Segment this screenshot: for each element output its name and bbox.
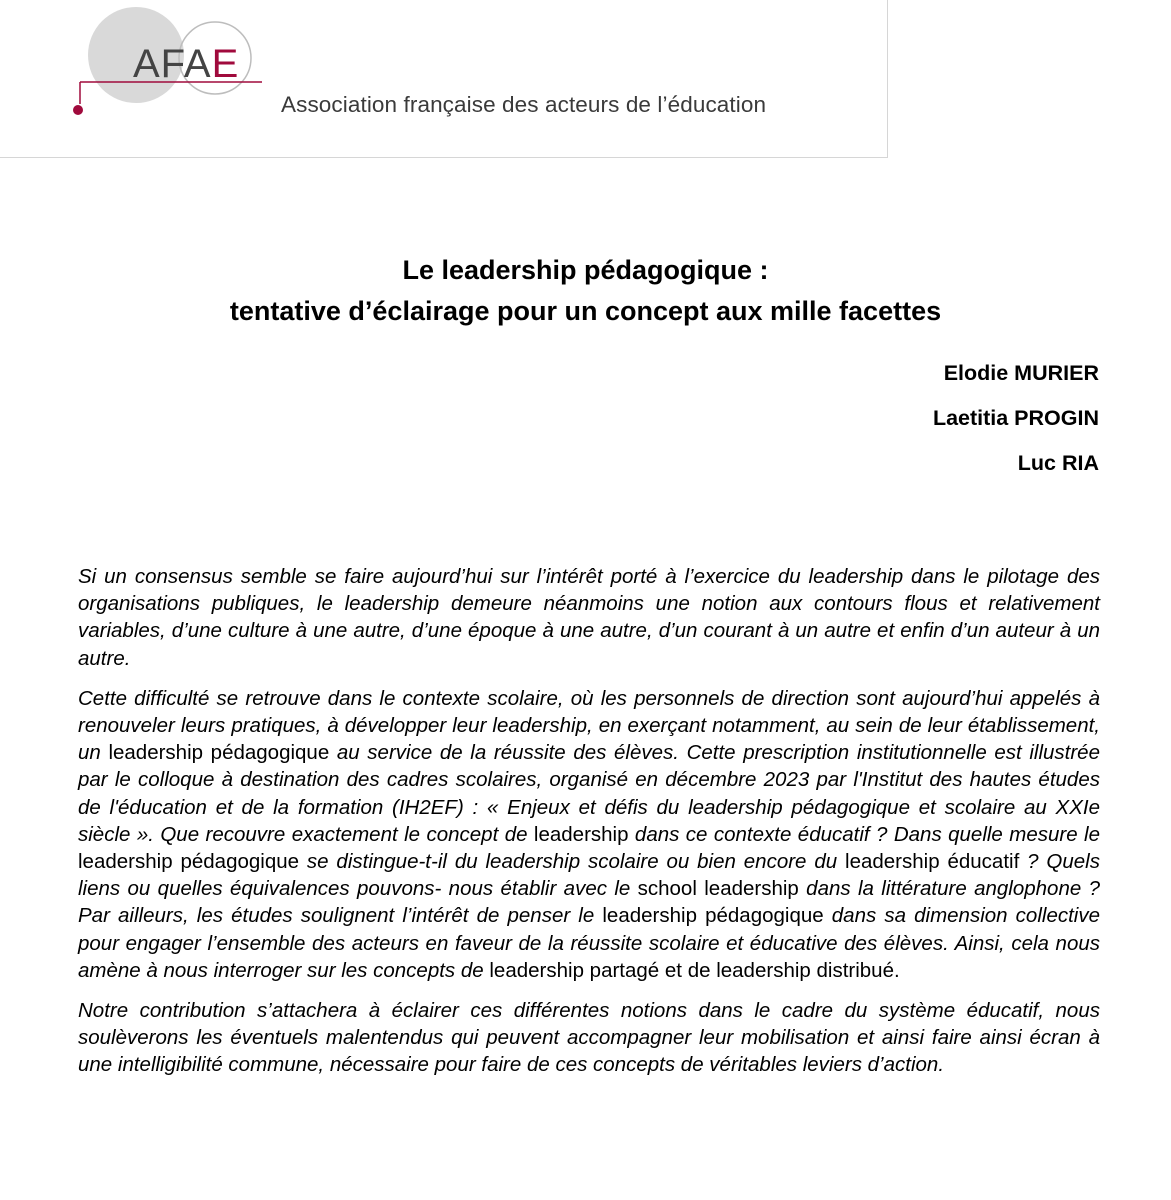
paragraph-text: au service de la réussite des élèves. Cette prescription institutionnelle est illustrée par le colloque à destination des cadres scolaires, organisé en décembre 2023 par l'Institut des hautes études de l'éducation et de la formation (IH2EF) : « Enjeux et défis du leadership pédagogique et scolaire au XXIe siècle ». Que recouvre exactement le concept de (78, 741, 1100, 846)
author-name: Elodie MURIER (943, 361, 1099, 385)
paragraph-text: Notre contribution s’attachera à éclairer ces différentes notions dans le cadre du système éducatif, nous soulèverons les éventuels malentendus qui peuvent accompagner leur mobilisation et ainsi faire ainsi écran à une intelligibilité commune, nécessaire pour faire de ces concepts de véritables leviers d’action. (78, 999, 1100, 1077)
paragraph-text: Si un consensus semble se faire aujourd’hui sur l’intérêt porté à l’exercice du leadership dans le pilotage des organisations publiques, le leadership demeure néanmoins une notion aux contours flous et relativement variables, d’une culture à une autre, d’une époque à une autre, d’un courant à un autre et enfin d’un auteur à un autre. (78, 565, 1100, 670)
afae-logo (0, 0, 300, 130)
upright-term: leadership (533, 822, 629, 846)
document-title (0, 250, 1171, 332)
paragraph-text: dans ce contexte éducatif ? Dans quelle mesure le (628, 822, 1100, 846)
upright-term: et de (659, 958, 717, 982)
logo-wordmark (133, 42, 239, 86)
paragraph (78, 997, 1100, 1079)
author-list (933, 358, 1099, 493)
paragraph-text: ou bien encore du (658, 850, 846, 874)
author-name: Laetitia PROGIN (932, 406, 1099, 430)
upright-term: . (893, 958, 900, 982)
upright-term: school leadership (637, 877, 799, 901)
logo-letters: AFA (133, 42, 212, 86)
logo-dot (73, 105, 83, 115)
association-name: Association française des acteurs de l’éducation (281, 92, 767, 117)
title-line-2: tentative d’éclairage pour un concept aux mille facettes (229, 296, 942, 326)
upright-term: leadership pédagogique (78, 850, 300, 874)
paragraph (78, 685, 1100, 984)
upright-term: leadership partagé (489, 958, 660, 982)
paragraph-text: Cette difficulté se retrouve dans le contexte scolaire, où les personnels de direction sont aujourd’hui appelés à renouveler leurs pratiques, à développer leur leadership, en exerçant notamment, au sein de leur établissement, un (78, 686, 1100, 765)
author-name: Luc RIA (1017, 451, 1099, 475)
paragraph-text: dans la littérature anglophone ? Par ailleurs, les études soulignent l’intérêt de penser le (78, 877, 1101, 928)
paragraph-text: se distingue-t-il du (299, 850, 486, 874)
abstract-body (78, 563, 1100, 1092)
upright-term: leadership distribué (716, 958, 894, 982)
paragraph-text: dans sa dimension collective pour engager l’ensemble des acteurs en faveur de la réussite scolaire et éducative des élèves. Ainsi, cela nous amène à nous interroger sur les concepts de (78, 904, 1100, 982)
header-banner (0, 0, 888, 158)
upright-term: leadership pédagogique (602, 904, 824, 928)
logo-letter-accent: E (211, 42, 240, 86)
paragraph-text: ? Quels liens ou quelles équivalences pouvons- nous établir avec le (78, 850, 1100, 901)
paragraph-text: leadership scolaire (485, 850, 659, 874)
upright-term: leadership pédagogique (108, 741, 330, 765)
title-line-1: Le leadership pédagogique : (402, 255, 769, 285)
paragraph (78, 563, 1100, 672)
upright-term: leadership éducatif (845, 850, 1020, 874)
